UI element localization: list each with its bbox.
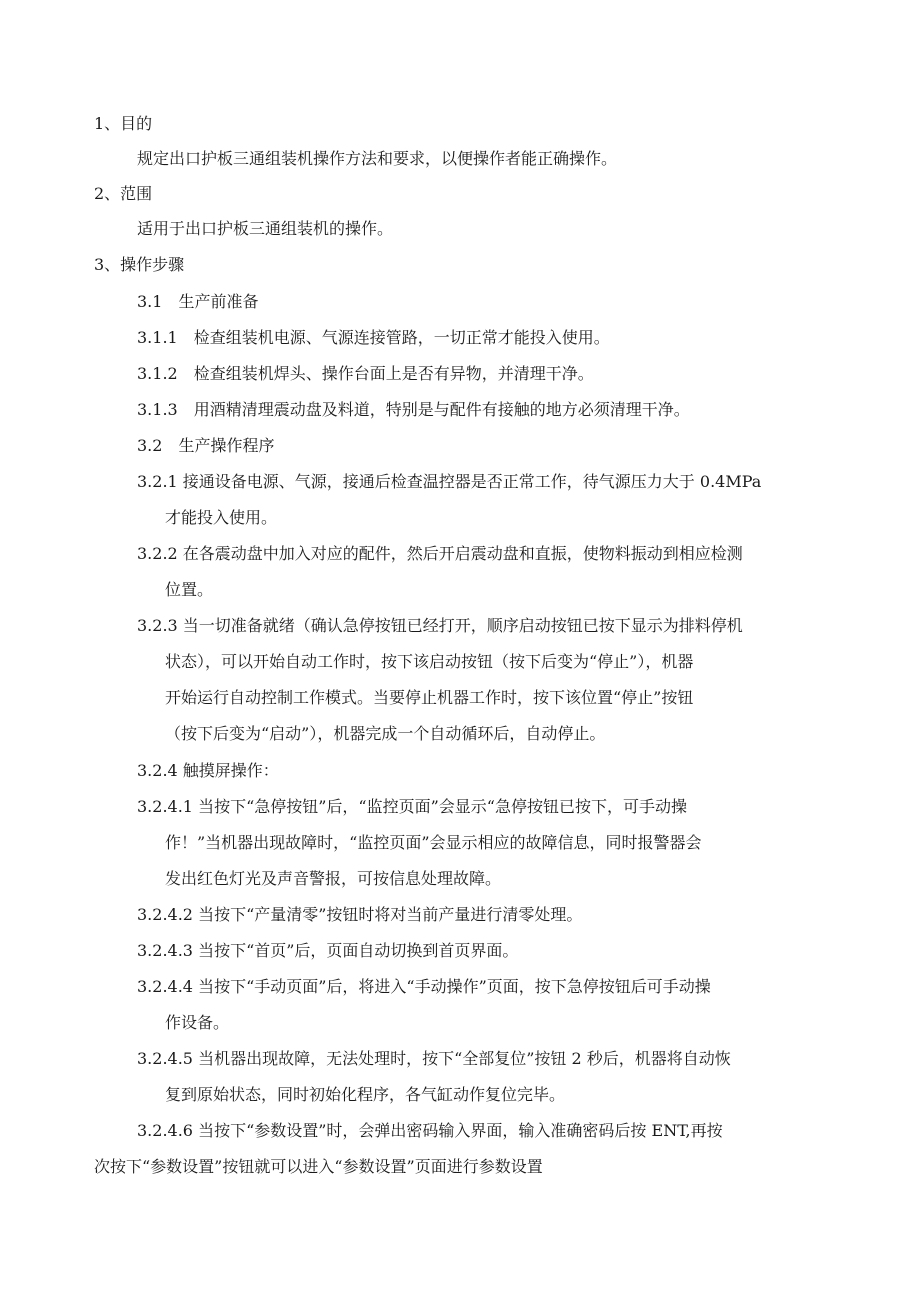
item-3-2-1-line-2: 才能投入使用。 [165, 508, 278, 527]
item-3-2-4-1-line-3: 发出红色灯光及声音警报，可按信息处理故障。 [165, 869, 502, 888]
item-3-2-2-line-1: 3.2.2 在各震动盘中加入对应的配件，然后开启震动盘和直振，使物料振动到相应检测 [137, 544, 743, 563]
item-3-2-4-5-line-1: 3.2.4.5 当机器出现故障，无法处理时，按下“全部复位”按钮 2 秒后，机器将自动恢 [137, 1049, 731, 1068]
item-3-2-1-line-1: 3.2.1 接通设备电源、气源，接通后检查温控器是否正常工作，待气源压力大于 0.4MPa [137, 472, 762, 491]
subsection-3-1-title: 3.1 生产前准备 [137, 292, 259, 311]
item-3-2-4-4-line-1: 3.2.4.4 当按下“手动页面”后，将进入“手动操作”页面，按下急停按钮后可手动操 [137, 977, 711, 996]
item-3-2-3-line-4: （按下后变为“启动”），机器完成一个自动循环后，自动停止。 [165, 724, 606, 743]
item-3-2-4-2: 3.2.4.2 当按下“产量清零”按钮时将对当前产量进行清零处理。 [137, 905, 583, 924]
item-3-2-4: 3.2.4 触摸屏操作： [137, 761, 279, 780]
section-2-heading: 2、范围 [94, 184, 153, 203]
section-3-heading: 3、操作步骤 [94, 255, 185, 274]
section-1-text: 规定出口护板三通组装机操作方法和要求，以便操作者能正确操作。 [137, 149, 618, 168]
item-3-2-4-6-line-1: 3.2.4.6 当按下“参数设置”时，会弹出密码输入界面，输入准确密码后按 ENT,再按 [137, 1121, 723, 1140]
item-3-2-4-3: 3.2.4.3 当按下“首页”后，页面自动切换到首页界面。 [137, 941, 519, 960]
section-2-text: 适用于出口护板三通组装机的操作。 [137, 219, 394, 238]
item-3-1-3: 3.1.3 用酒精清理震动盘及料道，特别是与配件有接触的地方必须清理干净。 [137, 400, 690, 419]
item-3-2-4-5-line-2: 复到原始状态，同时初始化程序，各气缸动作复位完毕。 [165, 1085, 566, 1104]
item-3-2-4-1-line-2: 作！”当机器出现故障时，“监控页面”会显示相应的故障信息，同时报警器会 [165, 833, 702, 852]
item-3-2-4-6-line-2: 次按下“参数设置”按钮就可以进入“参数设置”页面进行参数设置 [94, 1157, 543, 1176]
item-3-2-2-line-2: 位置。 [165, 580, 214, 599]
section-1-heading: 1、目的 [94, 114, 153, 133]
item-3-2-4-4-line-2: 作设备。 [165, 1013, 230, 1032]
item-3-2-3-line-3: 开始运行自动控制工作模式。当要停止机器工作时，按下该位置“停止”按钮 [165, 688, 694, 707]
subsection-3-2-title: 3.2 生产操作程序 [137, 436, 275, 455]
item-3-2-4-1-line-1: 3.2.4.1 当按下“急停按钮”后，“监控页面”会显示“急停按钮已按下，可手动操 [137, 797, 687, 816]
item-3-2-3-line-1: 3.2.3 当一切准备就绪（确认急停按钮已经打开，顺序启动按钮已按下显示为排料停机 [137, 616, 743, 635]
item-3-1-1: 3.1.1 检查组装机电源、气源连接管路，一切正常才能投入使用。 [137, 328, 610, 347]
item-3-1-2: 3.1.2 检查组装机焊头、操作台面上是否有异物，并清理干净。 [137, 364, 594, 383]
item-3-2-3-line-2: 状态），可以开始自动工作时，按下该启动按钮（按下后变为“停止”），机器 [165, 652, 694, 671]
